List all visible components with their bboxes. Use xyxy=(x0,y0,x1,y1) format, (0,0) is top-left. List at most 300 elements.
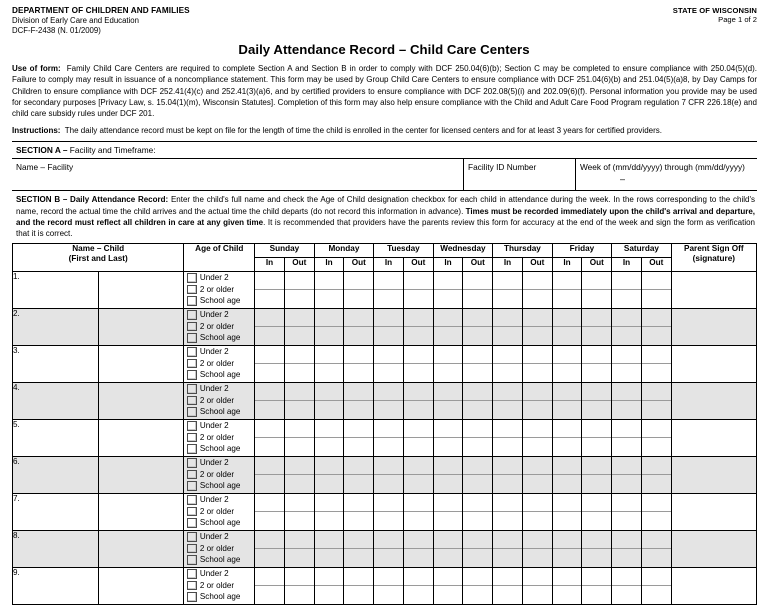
time-cell-thursday-in[interactable] xyxy=(493,419,523,456)
time-cell-wednesday-in[interactable] xyxy=(433,271,463,308)
time-cell-thursday-in[interactable] xyxy=(493,308,523,345)
department-name: DEPARTMENT OF CHILDREN AND FAMILIES xyxy=(12,6,190,15)
time-cell-monday-out[interactable] xyxy=(344,345,374,382)
cell-divider xyxy=(255,474,284,475)
time-cell-wednesday-out[interactable] xyxy=(463,345,493,382)
cell-divider xyxy=(493,400,522,401)
checkbox-icon[interactable] xyxy=(187,273,197,283)
header-in-friday: In xyxy=(552,257,582,271)
time-cell-sunday-in[interactable] xyxy=(255,308,285,345)
use-of-form-paragraph xyxy=(12,63,757,120)
age-checkbox-row[interactable] xyxy=(187,421,254,432)
checkbox-icon[interactable] xyxy=(187,296,197,306)
time-cell-sunday-out[interactable] xyxy=(284,567,314,604)
time-cell-tuesday-in[interactable] xyxy=(374,271,404,308)
cell-divider xyxy=(612,326,641,327)
time-cell-saturday-in[interactable] xyxy=(612,308,642,345)
parent-signature-cell[interactable] xyxy=(671,493,756,530)
time-cell-sunday-out[interactable] xyxy=(284,382,314,419)
time-cell-monday-out[interactable] xyxy=(344,308,374,345)
time-cell-friday-in[interactable] xyxy=(552,530,582,567)
age-checkbox-row[interactable] xyxy=(187,569,254,580)
cell-divider xyxy=(285,437,314,438)
instructions-paragraph xyxy=(12,125,757,136)
header-in-tuesday: In xyxy=(374,257,404,271)
checkbox-icon[interactable] xyxy=(187,333,197,343)
time-cell-wednesday-in[interactable] xyxy=(433,456,463,493)
time-cell-monday-in[interactable] xyxy=(314,382,344,419)
cell-divider xyxy=(434,474,463,475)
time-cell-tuesday-out[interactable] xyxy=(403,567,433,604)
child-name-input[interactable] xyxy=(98,419,184,456)
cell-divider xyxy=(612,585,641,586)
age-checkbox-row[interactable] xyxy=(187,469,254,480)
time-cell-wednesday-in[interactable] xyxy=(433,308,463,345)
age-option-label: Under 2 xyxy=(199,532,229,542)
cell-divider xyxy=(315,474,344,475)
cell-divider xyxy=(523,400,552,401)
time-cell-saturday-out[interactable] xyxy=(641,382,671,419)
time-cell-wednesday-out[interactable] xyxy=(463,530,493,567)
time-cell-wednesday-out[interactable] xyxy=(463,308,493,345)
time-cell-thursday-in[interactable] xyxy=(493,567,523,604)
time-cell-monday-in[interactable] xyxy=(314,456,344,493)
checkbox-icon[interactable] xyxy=(187,544,197,554)
cell-divider xyxy=(404,400,433,401)
time-cell-saturday-out[interactable] xyxy=(641,456,671,493)
time-cell-wednesday-in[interactable] xyxy=(433,567,463,604)
letterhead-right xyxy=(673,6,757,25)
cell-divider xyxy=(344,400,373,401)
cell-divider xyxy=(553,400,582,401)
time-cell-sunday-in[interactable] xyxy=(255,493,285,530)
age-checkbox-row[interactable] xyxy=(187,432,254,443)
parent-signature-cell[interactable] xyxy=(671,308,756,345)
state-name: STATE OF WISCONSIN xyxy=(672,6,757,15)
age-option-label: School age xyxy=(199,407,241,417)
row-number: 8. xyxy=(13,530,99,567)
time-cell-thursday-out[interactable] xyxy=(522,345,552,382)
page-title: Daily Attendance Record – Child Care Centers xyxy=(238,42,530,57)
time-cell-monday-out[interactable] xyxy=(344,567,374,604)
checkbox-icon[interactable] xyxy=(187,359,197,369)
time-cell-wednesday-in[interactable] xyxy=(433,345,463,382)
time-cell-monday-in[interactable] xyxy=(314,419,344,456)
cell-divider xyxy=(493,289,522,290)
time-cell-friday-out[interactable] xyxy=(582,567,612,604)
time-cell-sunday-in[interactable] xyxy=(255,419,285,456)
row-number: 1. xyxy=(13,271,99,308)
time-cell-friday-in[interactable] xyxy=(552,567,582,604)
time-cell-thursday-out[interactable] xyxy=(522,308,552,345)
cell-divider xyxy=(344,474,373,475)
time-cell-friday-out[interactable] xyxy=(582,456,612,493)
parent-signature-cell[interactable] xyxy=(671,567,756,604)
time-cell-thursday-in[interactable] xyxy=(493,271,523,308)
cell-divider xyxy=(285,585,314,586)
cell-divider xyxy=(582,363,611,364)
parent-signature-cell[interactable] xyxy=(671,419,756,456)
cell-divider xyxy=(255,548,284,549)
checkbox-icon[interactable] xyxy=(187,532,197,542)
cell-divider xyxy=(374,511,403,512)
checkbox-icon[interactable] xyxy=(187,481,197,491)
age-checkbox-list xyxy=(184,272,254,308)
time-cell-sunday-out[interactable] xyxy=(284,456,314,493)
time-cell-thursday-out[interactable] xyxy=(522,419,552,456)
time-cell-monday-out[interactable] xyxy=(344,271,374,308)
age-checkbox-row[interactable] xyxy=(187,384,254,395)
time-cell-sunday-out[interactable] xyxy=(284,345,314,382)
age-option-label: 2 or older xyxy=(199,469,235,479)
time-cell-thursday-in[interactable] xyxy=(493,530,523,567)
age-checkbox-row[interactable] xyxy=(187,458,254,469)
age-option-label: School age xyxy=(199,444,241,454)
age-of-child-group xyxy=(184,345,255,382)
cell-divider xyxy=(285,326,314,327)
time-cell-thursday-out[interactable] xyxy=(522,271,552,308)
age-option-label: Under 2 xyxy=(199,384,229,394)
time-cell-thursday-out[interactable] xyxy=(522,493,552,530)
table-row xyxy=(13,345,757,382)
parent-signature-cell[interactable] xyxy=(671,382,756,419)
time-cell-saturday-in[interactable] xyxy=(612,493,642,530)
checkbox-icon[interactable] xyxy=(187,518,197,528)
cell-divider xyxy=(285,400,314,401)
time-cell-tuesday-in[interactable] xyxy=(374,493,404,530)
age-checkbox-list xyxy=(184,531,254,567)
time-cell-thursday-out[interactable] xyxy=(522,382,552,419)
time-cell-sunday-out[interactable] xyxy=(284,493,314,530)
age-checkbox-row[interactable] xyxy=(187,481,254,492)
age-checkbox-row[interactable] xyxy=(187,444,254,455)
checkbox-icon[interactable] xyxy=(187,495,197,505)
facility-id-field[interactable] xyxy=(463,159,575,190)
week-of-field[interactable] xyxy=(575,159,757,190)
header-in-monday: In xyxy=(314,257,344,271)
cell-divider xyxy=(523,474,552,475)
time-cell-saturday-in[interactable] xyxy=(612,456,642,493)
child-name-input[interactable] xyxy=(98,382,184,419)
time-cell-monday-out[interactable] xyxy=(344,493,374,530)
age-of-child-group xyxy=(184,567,255,604)
time-cell-sunday-in[interactable] xyxy=(255,456,285,493)
child-name-input[interactable] xyxy=(98,308,184,345)
time-cell-monday-out[interactable] xyxy=(344,530,374,567)
time-cell-tuesday-in[interactable] xyxy=(374,382,404,419)
checkbox-icon[interactable] xyxy=(187,370,197,380)
time-cell-wednesday-in[interactable] xyxy=(433,419,463,456)
cell-divider xyxy=(285,511,314,512)
division-name: Division of Early Care and Education xyxy=(12,16,139,25)
time-cell-friday-in[interactable] xyxy=(552,271,582,308)
time-cell-wednesday-out[interactable] xyxy=(463,271,493,308)
time-cell-sunday-in[interactable] xyxy=(255,567,285,604)
cell-divider xyxy=(582,437,611,438)
time-cell-monday-in[interactable] xyxy=(314,308,344,345)
header-in-saturday: In xyxy=(612,257,642,271)
time-cell-saturday-out[interactable] xyxy=(641,530,671,567)
time-cell-friday-out[interactable] xyxy=(582,382,612,419)
cell-divider xyxy=(255,437,284,438)
age-checkbox-row[interactable] xyxy=(187,358,254,369)
cell-divider xyxy=(642,400,671,401)
time-cell-wednesday-out[interactable] xyxy=(463,456,493,493)
cell-divider xyxy=(315,511,344,512)
checkbox-icon[interactable] xyxy=(187,444,197,454)
cell-divider xyxy=(463,289,492,290)
time-cell-wednesday-in[interactable] xyxy=(433,382,463,419)
time-cell-saturday-in[interactable] xyxy=(612,567,642,604)
age-checkbox-row[interactable] xyxy=(187,532,254,543)
header-sign-line2: (signature) xyxy=(692,253,735,263)
time-cell-saturday-in[interactable] xyxy=(612,345,642,382)
child-name-input[interactable] xyxy=(98,493,184,530)
time-cell-saturday-in[interactable] xyxy=(612,271,642,308)
cell-divider xyxy=(523,363,552,364)
time-cell-tuesday-out[interactable] xyxy=(403,456,433,493)
age-option-label: 2 or older xyxy=(199,543,235,553)
header-out-friday: Out xyxy=(582,257,612,271)
time-cell-saturday-in[interactable] xyxy=(612,419,642,456)
age-option-label: School age xyxy=(199,333,241,343)
time-cell-monday-in[interactable] xyxy=(314,567,344,604)
checkbox-icon[interactable] xyxy=(187,581,197,591)
header-name-line1: Name – Child xyxy=(72,243,125,253)
cell-divider xyxy=(344,363,373,364)
checkbox-icon[interactable] xyxy=(187,310,197,320)
age-checkbox-row[interactable] xyxy=(187,395,254,406)
time-cell-tuesday-out[interactable] xyxy=(403,382,433,419)
age-checkbox-row[interactable] xyxy=(187,543,254,554)
cell-divider xyxy=(434,289,463,290)
time-cell-tuesday-in[interactable] xyxy=(374,345,404,382)
time-cell-thursday-out[interactable] xyxy=(522,530,552,567)
form-number: DCF-F-2438 (N. 01/2009) xyxy=(12,25,101,35)
age-checkbox-row[interactable] xyxy=(187,296,254,307)
parent-signature-cell[interactable] xyxy=(671,345,756,382)
checkbox-icon[interactable] xyxy=(187,592,197,602)
cell-divider xyxy=(523,548,552,549)
child-name-input[interactable] xyxy=(98,456,184,493)
facility-name-field[interactable] xyxy=(12,159,463,190)
time-cell-friday-out[interactable] xyxy=(582,530,612,567)
time-cell-friday-in[interactable] xyxy=(552,382,582,419)
checkbox-icon[interactable] xyxy=(187,507,197,517)
time-cell-tuesday-out[interactable] xyxy=(403,308,433,345)
time-cell-friday-out[interactable] xyxy=(582,345,612,382)
time-cell-saturday-out[interactable] xyxy=(641,567,671,604)
time-cell-sunday-in[interactable] xyxy=(255,530,285,567)
cell-divider xyxy=(523,511,552,512)
row-number: 4. xyxy=(13,382,99,419)
age-checkbox-row[interactable] xyxy=(187,580,254,591)
cell-divider xyxy=(344,326,373,327)
time-cell-tuesday-in[interactable] xyxy=(374,530,404,567)
time-cell-saturday-out[interactable] xyxy=(641,419,671,456)
age-option-label: School age xyxy=(199,370,241,380)
child-name-input[interactable] xyxy=(98,567,184,604)
section-a-heading xyxy=(12,142,757,158)
age-checkbox-row[interactable] xyxy=(187,347,254,358)
time-cell-thursday-in[interactable] xyxy=(493,345,523,382)
time-cell-friday-in[interactable] xyxy=(552,345,582,382)
age-option-label: Under 2 xyxy=(199,310,229,320)
age-checkbox-row[interactable] xyxy=(187,495,254,506)
time-cell-friday-in[interactable] xyxy=(552,493,582,530)
time-cell-thursday-in[interactable] xyxy=(493,456,523,493)
cell-divider xyxy=(553,511,582,512)
time-cell-sunday-in[interactable] xyxy=(255,382,285,419)
checkbox-icon[interactable] xyxy=(187,407,197,417)
time-cell-friday-out[interactable] xyxy=(582,419,612,456)
checkbox-icon[interactable] xyxy=(187,285,197,295)
time-cell-tuesday-out[interactable] xyxy=(403,271,433,308)
time-cell-monday-in[interactable] xyxy=(314,493,344,530)
age-of-child-group xyxy=(184,308,255,345)
cell-divider xyxy=(463,585,492,586)
age-option-label: Under 2 xyxy=(199,569,229,579)
time-cell-tuesday-in[interactable] xyxy=(374,419,404,456)
age-checkbox-row[interactable] xyxy=(187,555,254,566)
time-cell-sunday-out[interactable] xyxy=(284,530,314,567)
header-name-line2: (First and Last) xyxy=(68,253,128,263)
time-cell-thursday-in[interactable] xyxy=(493,382,523,419)
time-cell-saturday-out[interactable] xyxy=(641,271,671,308)
time-cell-saturday-out[interactable] xyxy=(641,345,671,382)
time-cell-saturday-out[interactable] xyxy=(641,493,671,530)
intro-block xyxy=(0,63,768,136)
time-cell-tuesday-in[interactable] xyxy=(374,456,404,493)
cell-divider xyxy=(344,437,373,438)
age-checkbox-row[interactable] xyxy=(187,592,254,603)
checkbox-icon[interactable] xyxy=(187,322,197,332)
time-cell-wednesday-in[interactable] xyxy=(433,493,463,530)
checkbox-icon[interactable] xyxy=(187,433,197,443)
checkbox-icon[interactable] xyxy=(187,421,197,431)
time-cell-monday-in[interactable] xyxy=(314,345,344,382)
time-cell-thursday-out[interactable] xyxy=(522,567,552,604)
time-cell-sunday-out[interactable] xyxy=(284,271,314,308)
age-checkbox-row[interactable] xyxy=(187,506,254,517)
time-cell-monday-out[interactable] xyxy=(344,456,374,493)
cell-divider xyxy=(612,363,641,364)
time-cell-tuesday-out[interactable] xyxy=(403,419,433,456)
time-cell-monday-in[interactable] xyxy=(314,271,344,308)
time-cell-wednesday-in[interactable] xyxy=(433,530,463,567)
cell-divider xyxy=(374,400,403,401)
time-cell-monday-out[interactable] xyxy=(344,419,374,456)
checkbox-icon[interactable] xyxy=(187,396,197,406)
attendance-table-head xyxy=(13,243,757,271)
time-cell-sunday-out[interactable] xyxy=(284,308,314,345)
time-cell-wednesday-out[interactable] xyxy=(463,493,493,530)
header-age-of-child: Age of Child xyxy=(184,243,255,271)
time-cell-friday-in[interactable] xyxy=(552,456,582,493)
age-option-label: Under 2 xyxy=(199,495,229,505)
section-b-text-1: Enter the child's full name and check the Age of Child designation checkbox for each child in attendance during the week. In the rows corresponding to the child's name, record the actual time the child arrives and the actual time the child departs (do not record this information in advance). xyxy=(16,195,755,216)
section-b-text-bold: Times must be recorded immediately upon the child's arrival and departure, and the record must reflect all children in care at any given time xyxy=(16,206,755,227)
time-cell-thursday-out[interactable] xyxy=(522,456,552,493)
checkbox-icon[interactable] xyxy=(187,347,197,357)
cell-divider xyxy=(642,363,671,364)
checkbox-icon[interactable] xyxy=(187,470,197,480)
time-cell-wednesday-out[interactable] xyxy=(463,567,493,604)
cell-divider xyxy=(612,289,641,290)
cell-divider xyxy=(434,363,463,364)
cell-divider xyxy=(285,289,314,290)
time-cell-wednesday-out[interactable] xyxy=(463,382,493,419)
cell-divider xyxy=(642,548,671,549)
age-option-label: Under 2 xyxy=(199,347,229,357)
cell-divider xyxy=(374,474,403,475)
time-cell-tuesday-out[interactable] xyxy=(403,345,433,382)
child-name-input[interactable] xyxy=(98,345,184,382)
time-cell-friday-in[interactable] xyxy=(552,308,582,345)
cell-divider xyxy=(255,363,284,364)
age-checkbox-row[interactable] xyxy=(187,284,254,295)
time-cell-friday-out[interactable] xyxy=(582,308,612,345)
time-cell-tuesday-in[interactable] xyxy=(374,308,404,345)
header-day-saturday: Saturday xyxy=(612,243,672,257)
time-cell-sunday-in[interactable] xyxy=(255,271,285,308)
time-cell-thursday-in[interactable] xyxy=(493,493,523,530)
child-name-input[interactable] xyxy=(98,271,184,308)
time-cell-friday-out[interactable] xyxy=(582,493,612,530)
time-cell-saturday-in[interactable] xyxy=(612,382,642,419)
checkbox-icon[interactable] xyxy=(187,384,197,394)
cell-divider xyxy=(315,400,344,401)
age-checkbox-row[interactable] xyxy=(187,518,254,529)
instructions-label: Instructions: xyxy=(12,125,61,135)
age-checkbox-row[interactable] xyxy=(187,273,254,284)
section-a-heading-bold: SECTION A – xyxy=(16,145,68,156)
time-cell-sunday-out[interactable] xyxy=(284,419,314,456)
facility-name-label: Name – Facility xyxy=(16,162,74,173)
section-b-heading-bold: SECTION B – Daily Attendance Record: xyxy=(16,195,169,205)
time-cell-monday-out[interactable] xyxy=(344,382,374,419)
age-checkbox-row[interactable] xyxy=(187,370,254,381)
age-checkbox-row[interactable] xyxy=(187,310,254,321)
cell-divider xyxy=(612,400,641,401)
time-cell-friday-out[interactable] xyxy=(582,271,612,308)
age-option-label: 2 or older xyxy=(199,432,235,442)
cell-divider xyxy=(315,326,344,327)
age-checkbox-list xyxy=(184,346,254,382)
parent-signature-cell[interactable] xyxy=(671,456,756,493)
time-cell-saturday-out[interactable] xyxy=(641,308,671,345)
child-name-input[interactable] xyxy=(98,530,184,567)
time-cell-tuesday-in[interactable] xyxy=(374,567,404,604)
cell-divider xyxy=(404,326,433,327)
checkbox-icon[interactable] xyxy=(187,458,197,468)
age-checkbox-row[interactable] xyxy=(187,407,254,418)
parent-signature-cell[interactable] xyxy=(671,271,756,308)
age-checkbox-row[interactable] xyxy=(187,333,254,344)
time-cell-saturday-in[interactable] xyxy=(612,530,642,567)
parent-signature-cell[interactable] xyxy=(671,530,756,567)
time-cell-wednesday-out[interactable] xyxy=(463,419,493,456)
cell-divider xyxy=(642,511,671,512)
age-checkbox-row[interactable] xyxy=(187,321,254,332)
time-cell-friday-in[interactable] xyxy=(552,419,582,456)
time-cell-tuesday-out[interactable] xyxy=(403,530,433,567)
attendance-table-body xyxy=(13,271,757,604)
checkbox-icon[interactable] xyxy=(187,555,197,565)
time-cell-monday-in[interactable] xyxy=(314,530,344,567)
time-cell-tuesday-out[interactable] xyxy=(403,493,433,530)
time-cell-sunday-in[interactable] xyxy=(255,345,285,382)
